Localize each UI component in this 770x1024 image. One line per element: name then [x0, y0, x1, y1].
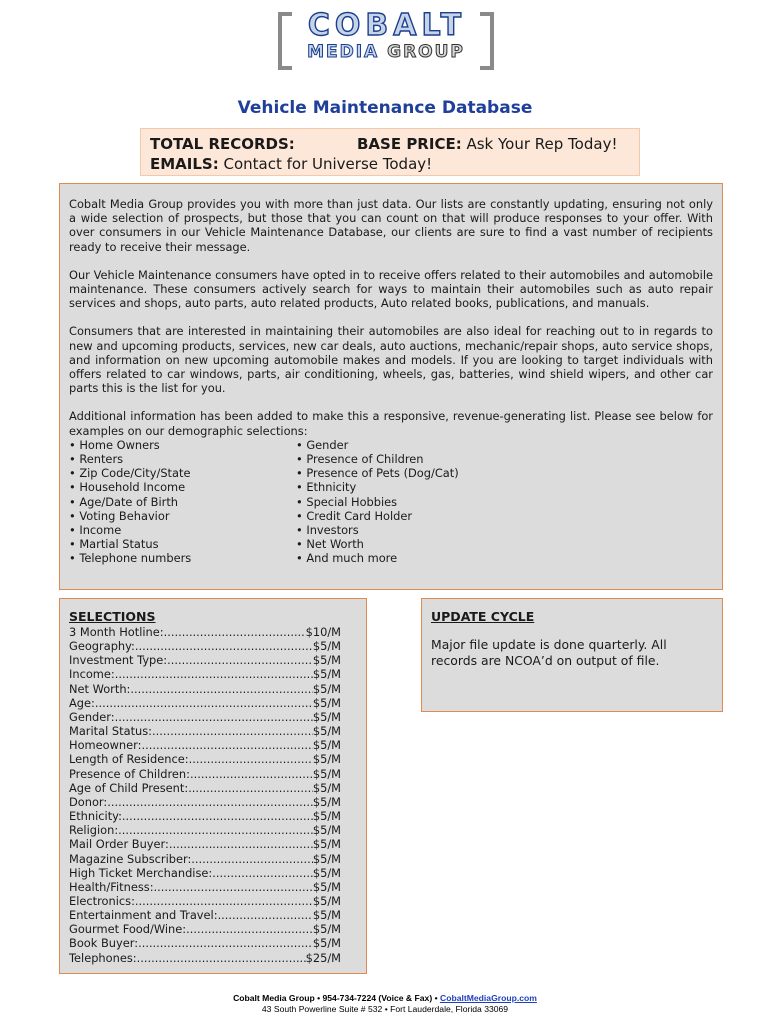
selections-box: [59, 598, 367, 974]
selection-price: $5/M: [312, 724, 341, 739]
demographic-list: [69, 438, 713, 566]
selection-label: High Ticket Merchandise:: [69, 865, 213, 880]
page-title: Vehicle Maintenance Database: [237, 98, 533, 118]
footer: [0, 993, 770, 1015]
selection-row: [69, 894, 341, 908]
selection-label: Book Buyer:: [69, 936, 139, 951]
base-price-value: Ask Your Rep Today!: [461, 135, 618, 153]
selection-row: [69, 710, 341, 724]
footer-contact-line: [0, 993, 770, 1004]
dot-leader: [218, 908, 313, 922]
selection-price: $5/M: [312, 879, 341, 894]
dot-leader: [95, 696, 313, 710]
selection-label: Net Worth:: [69, 681, 131, 696]
description-box: [59, 183, 723, 590]
demographic-item: • Home Owners: [69, 437, 160, 452]
demographic-item: • Ethnicity: [296, 480, 357, 495]
selection-label: Geography:: [69, 639, 135, 654]
selection-row: [69, 866, 341, 880]
selection-price: $5/M: [312, 639, 341, 654]
dot-leader: [115, 710, 313, 724]
selection-label: 3 Month Hotline:: [69, 625, 164, 639]
selection-row: [69, 696, 341, 710]
dot-leader: [154, 880, 313, 894]
selection-price: $5/M: [312, 752, 341, 767]
dot-leader: [152, 724, 313, 738]
demographic-item: • Zip Code/City/State: [69, 466, 191, 481]
dot-leader: [122, 809, 313, 823]
description-paragraph-3: Consumers that are interested in maintaining their automobiles are also ideal for reaching out to in regards to new and upcoming products, services, new car deals, auto auctions, mechanic/repair shops, auto service shops, and information on new upcoming automobile makes and models. If you are looking to target individuals with offers related to car windows, parts, air conditioning, wheels, gas, batteries, wind shield wipers, and other car parts this is the list for you.: [69, 324, 713, 396]
selection-label: Length of Residence:: [69, 752, 189, 767]
demographic-item: • Renters: [69, 452, 124, 467]
selection-price: $5/M: [312, 780, 341, 795]
selection-row: [69, 781, 341, 795]
description-paragraph-4: Additional information has been added to make this a responsive, revenue-generating list. Please see below for examples on our demographic selections:: [69, 409, 713, 438]
selections-heading: SELECTIONS: [69, 609, 156, 624]
description-paragraph-1: Cobalt Media Group provides you with more than just data. Our lists are constantly updating, ensuring not only a wide selection of prospects, but those that you can count on that will produce responses to your offer. With over consumers in our Vehicle Maintenance Database, our clients are sure to find a vast number of recipients ready to receive their message.: [69, 197, 713, 254]
selection-price: $5/M: [312, 936, 341, 951]
selection-label: Health/Fitness:: [69, 879, 154, 894]
selection-price: $5/M: [312, 738, 341, 753]
selection-row: [69, 837, 341, 851]
dot-leader: [118, 823, 313, 837]
selection-price: $5/M: [312, 837, 341, 852]
dot-leader: [190, 767, 313, 781]
dot-leader: [189, 752, 313, 766]
base-price-row: [357, 134, 617, 154]
selection-label: Marital Status:: [69, 724, 153, 739]
dot-leader: [115, 667, 313, 681]
selection-row: [69, 951, 341, 965]
selection-label: Presence of Children:: [69, 766, 190, 781]
demographic-item: • Income: [69, 523, 122, 538]
demographic-left-column: [69, 438, 296, 566]
selection-row: [69, 639, 341, 653]
selection-price: $5/M: [312, 851, 341, 866]
selection-label: Religion:: [69, 823, 119, 838]
selection-label: Age:: [69, 695, 95, 710]
demographic-item: • Presence of Pets (Dog/Cat): [296, 466, 459, 481]
demographic-item: • Telephone numbers: [69, 551, 192, 566]
selection-price: $25/M: [305, 950, 341, 965]
emails-label: EMAILS:: [150, 155, 219, 173]
emails-value: Contact for Universe Today!: [218, 155, 433, 173]
selection-label: Gender:: [69, 709, 115, 724]
update-cycle-box: [421, 598, 723, 712]
footer-address-line: 43 South Powerline Suite # 532 • Fort Lauderdale, Florida 33069: [261, 1004, 509, 1014]
selection-price: $5/M: [312, 695, 341, 710]
dot-leader: [137, 951, 306, 965]
selection-price: $5/M: [312, 667, 341, 682]
base-price-label: BASE PRICE:: [357, 135, 462, 153]
dot-leader: [169, 837, 313, 851]
selections-list: [69, 625, 358, 965]
selection-row: [69, 809, 341, 823]
selection-row: [69, 880, 341, 894]
logo-word-media: MEDIA: [307, 42, 380, 62]
selection-label: Magazine Subscriber:: [69, 851, 192, 866]
demographic-right-column: [296, 438, 523, 566]
website-link[interactable]: CobaltMediaGroup.com: [439, 993, 537, 1003]
dot-leader: [130, 682, 312, 696]
selection-label: Gourmet Food/Wine:: [69, 922, 187, 937]
selection-price: $5/M: [312, 922, 341, 937]
demographic-item: • Investors: [296, 523, 359, 538]
selection-price: $5/M: [312, 865, 341, 880]
selection-row: [69, 653, 341, 667]
selection-label: Electronics:: [69, 893, 135, 908]
demographic-item: • And much more: [296, 551, 398, 566]
selection-row: [69, 767, 341, 781]
selection-label: Donor:: [69, 794, 108, 809]
dot-leader: [167, 653, 313, 667]
update-cycle-heading: UPDATE CYCLE: [431, 609, 535, 624]
total-records-label: TOTAL RECORDS:: [150, 135, 295, 153]
emails-row: [150, 154, 630, 174]
selection-price: $5/M: [312, 709, 341, 724]
selection-label: Telephones:: [69, 950, 137, 965]
dot-leader: [186, 922, 313, 936]
dot-leader: [135, 894, 313, 908]
logo-word-media-group: [286, 42, 486, 62]
selection-row: [69, 667, 341, 681]
update-cycle-text: Major file update is done quarterly. All records are NCOA’d on output of file.: [431, 637, 667, 668]
selection-label: Homeowner:: [69, 738, 142, 753]
demographic-item: • Gender: [296, 437, 349, 452]
demographic-item: • Martial Status: [69, 537, 159, 552]
selection-price: $5/M: [312, 809, 341, 824]
demographic-item: • Age/Date of Birth: [69, 494, 179, 509]
selection-row: [69, 682, 341, 696]
selection-label: Entertainment and Travel:: [69, 908, 218, 923]
company-logo: [278, 10, 494, 66]
dot-leader: [164, 625, 306, 639]
selection-price: $5/M: [312, 681, 341, 696]
selection-row: [69, 625, 341, 639]
selection-row: [69, 852, 341, 866]
demographic-item: • Credit Card Holder: [296, 508, 413, 523]
selection-label: Age of Child Present:: [69, 780, 189, 795]
dot-leader: [212, 866, 313, 880]
selection-label: Mail Order Buyer:: [69, 837, 169, 852]
dot-leader: [138, 936, 313, 950]
selection-row: [69, 936, 341, 950]
selection-price: $5/M: [312, 653, 341, 668]
selection-row: [69, 922, 341, 936]
description-paragraph-2: Our Vehicle Maintenance consumers have opted in to receive offers related to their automobiles and automobile maintenance. These consumers actively search for ways to maintain their automobiles such as auto repair services and shops, auto parts, auto related products, Auto related books, publications, and manuals.: [69, 267, 713, 311]
selection-price: $5/M: [312, 823, 341, 838]
selection-price: $5/M: [312, 893, 341, 908]
dot-leader: [191, 852, 313, 866]
selection-price: $5/M: [312, 908, 341, 923]
dot-leader: [135, 639, 313, 653]
dot-leader: [188, 781, 313, 795]
selection-price: $5/M: [312, 794, 341, 809]
demographic-item: • Household Income: [69, 480, 186, 495]
pricing-info-box: [140, 128, 640, 176]
demographic-item: • Presence of Children: [296, 452, 424, 467]
selection-label: Investment Type:: [69, 653, 168, 668]
logo-word-cobalt: COBALT: [307, 8, 467, 43]
selection-row: [69, 738, 341, 752]
selection-label: Income:: [69, 667, 115, 682]
demographic-item: • Special Hobbies: [296, 494, 398, 509]
selection-row: [69, 752, 341, 766]
selection-row: [69, 724, 341, 738]
selection-row: [69, 908, 341, 922]
demographic-item: • Voting Behavior: [69, 508, 170, 523]
demographic-item: • Net Worth: [296, 537, 364, 552]
logo-word-group: GROUP: [379, 42, 465, 62]
selection-price: $5/M: [312, 766, 341, 781]
selection-row: [69, 823, 341, 837]
dot-leader: [107, 795, 313, 809]
selection-label: Ethnicity:: [69, 809, 122, 824]
dot-leader: [141, 738, 312, 752]
footer-contact-text: Cobalt Media Group • 954-734-7224 (Voice & Fax) •: [233, 993, 440, 1003]
selection-row: [69, 795, 341, 809]
selection-price: $10/M: [305, 625, 341, 639]
